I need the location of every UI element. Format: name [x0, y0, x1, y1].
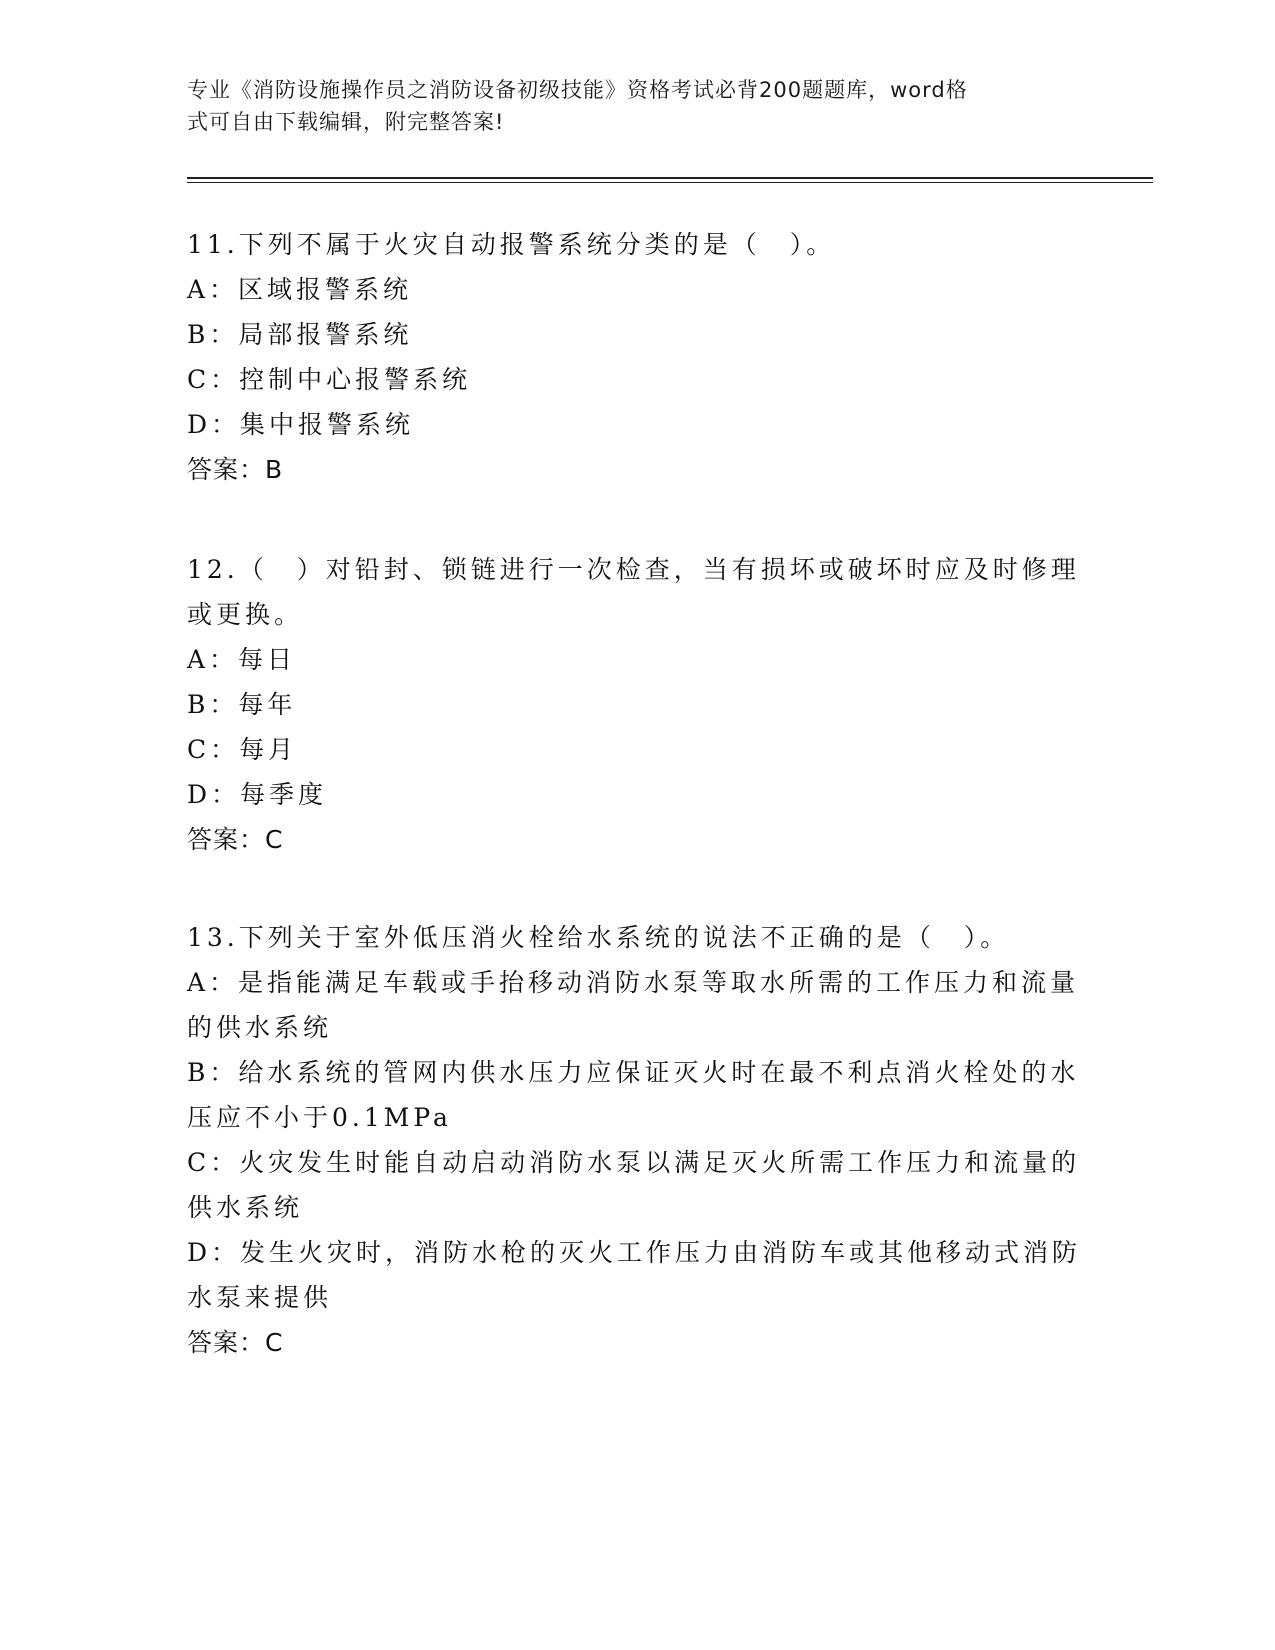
question-stem: 11.下列不属于火灾自动报警系统分类的是（ ）。	[187, 230, 836, 259]
question-11	[187, 222, 1087, 492]
answer-label: 答案：C	[187, 825, 284, 854]
answer-label: 答案：C	[187, 1328, 284, 1357]
question-stem-continued: 或更换。	[187, 600, 304, 629]
option-a: A：每日	[187, 645, 297, 674]
document-header	[187, 74, 1067, 138]
header-line-1: 专业《消防设施操作员之消防设备初级技能》资格考试必背200题题库，word格	[187, 78, 968, 102]
option-b-continued: 压应不小于0.1MPa	[187, 1103, 452, 1132]
question-stem: 12.（ ）对铅封、锁链进行一次检查，当有损坏或破坏时应及时修理	[187, 555, 1080, 584]
option-c: C：每月	[187, 735, 298, 764]
option-a: A：是指能满足车载或手抬移动消防水泵等取水所需的工作压力和流量	[187, 968, 1080, 997]
option-c-continued: 供水系统	[187, 1193, 304, 1222]
question-13	[187, 915, 1087, 1365]
question-12	[187, 547, 1087, 862]
header-divider	[187, 177, 1153, 183]
header-line-2: 式可自由下载编辑，附完整答案!	[187, 110, 505, 134]
question-stem: 13.下列关于室外低压消火栓给水系统的说法不正确的是（ ）。	[187, 923, 1010, 952]
option-d-continued: 水泵来提供	[187, 1283, 333, 1312]
option-d: D：集中报警系统	[187, 410, 415, 439]
option-b: B：局部报警系统	[187, 320, 413, 349]
option-b: B：给水系统的管网内供水压力应保证灭火时在最不利点消火栓处的水	[187, 1058, 1080, 1087]
option-d: D：每季度	[187, 780, 328, 809]
option-c: C：控制中心报警系统	[187, 365, 472, 394]
answer-label: 答案：B	[187, 455, 284, 484]
option-a-continued: 的供水系统	[187, 1013, 333, 1042]
option-d: D：发生火灾时，消防水枪的灭火工作压力由消防车或其他移动式消防	[187, 1238, 1082, 1267]
option-a: A：区域报警系统	[187, 275, 413, 304]
option-b: B：每年	[187, 690, 297, 719]
option-c: C：火灾发生时能自动启动消防水泵以满足灭火所需工作压力和流量的	[187, 1148, 1081, 1177]
